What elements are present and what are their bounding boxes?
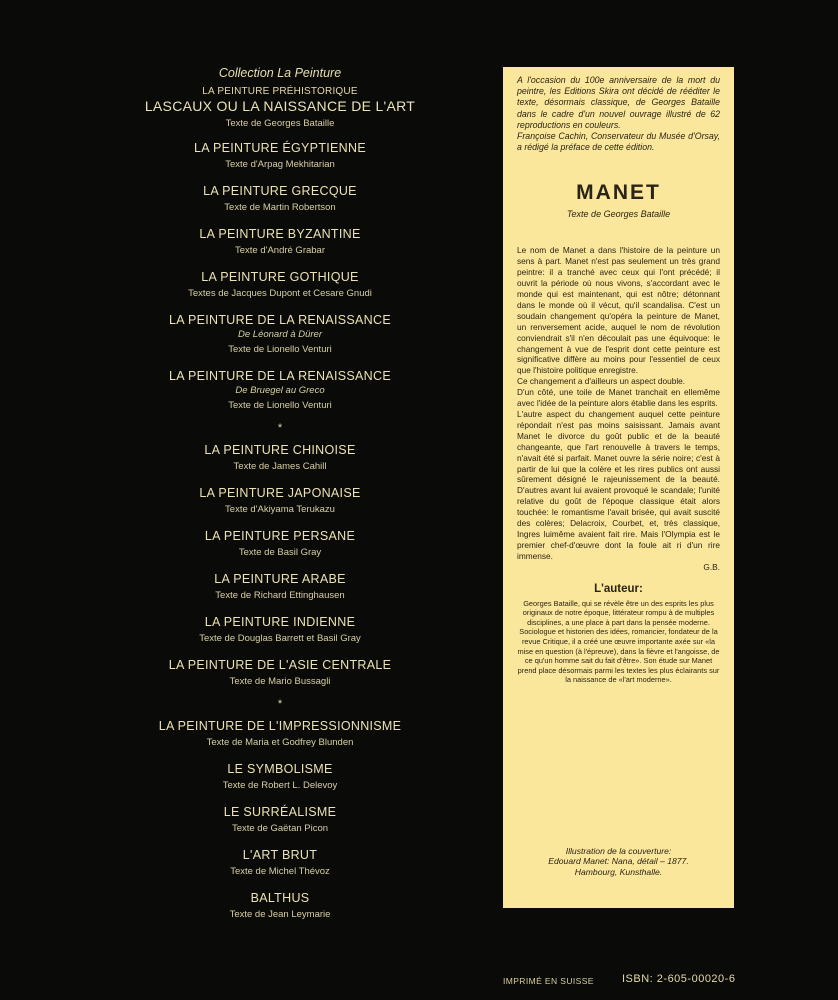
book-title: LASCAUX OU LA NAISSANCE DE L'ART [144, 98, 416, 114]
book-item [110, 485, 450, 516]
book-author: Texte de Michel Thévoz [230, 866, 330, 877]
caption-line: Illustration de la couverture: [565, 845, 672, 856]
book-author: Texte d'Akiyama Terukazu [225, 504, 335, 515]
manet-info-panel [503, 67, 734, 908]
book-item [110, 847, 450, 878]
author-heading: L'auteur: [594, 582, 643, 595]
book-item [110, 183, 450, 214]
book-title: BALTHUS [250, 891, 310, 905]
book-title: LA PEINTURE DE L'IMPRESSIONNISME [158, 719, 402, 733]
book-author: Textes de Jacques Dupont et Cesare Gnudi [188, 288, 372, 299]
book-title: LA PEINTURE PERSANE [204, 529, 356, 543]
book-title: LA PEINTURE GOTHIQUE [201, 270, 359, 284]
book-author: Texte de James Cahill [233, 461, 327, 472]
book-item [110, 269, 450, 300]
edition-intro [517, 75, 720, 153]
book-item [110, 571, 450, 602]
book-author: Texte de Georges Bataille [225, 118, 335, 129]
book-author: Texte de Martin Robertson [224, 202, 336, 213]
book-title: LE SYMBOLISME [227, 762, 333, 776]
book-author: Texte de Lionello Venturi [228, 400, 332, 411]
book-author: Texte d'André Grabar [235, 245, 325, 256]
isbn-label: ISBN: 2-605-00020-6 [622, 973, 736, 985]
book-item [110, 442, 450, 473]
book-subtitle: De Léonard à Dürer [238, 329, 322, 340]
caption-line: Edouard Manet: Nana, détail – 1877. [548, 856, 689, 867]
book-title: L'ART BRUT [242, 848, 318, 862]
intro-paragraph: Françoise Cachin, Conservateur du Musée d'Orsay, a rédigé la préface de cette édition. [517, 131, 720, 153]
book-item [110, 140, 450, 171]
book-item [110, 86, 450, 130]
book-title: LA PEINTURE ARABE [214, 572, 346, 586]
book-byline: Texte de Georges Bataille [566, 209, 671, 220]
book-description [517, 245, 720, 572]
book-author: Texte de Gaëtan Picon [231, 823, 329, 834]
section-separator: * [277, 422, 283, 434]
book-title: LA PEINTURE INDIENNE [204, 615, 356, 629]
book-author: Texte de Mario Bussagli [229, 676, 331, 687]
book-item [110, 890, 450, 921]
book-item [110, 312, 450, 356]
book-author: Texte de Basil Gray [238, 547, 322, 558]
description-paragraph: Ce changement a d'ailleurs un aspect double. [517, 376, 686, 387]
book-title: LE SURRÉALISME [223, 805, 337, 819]
book-author: Texte de Robert L. Delevoy [222, 780, 338, 791]
book-title: LA PEINTURE JAPONAISE [199, 486, 361, 500]
book-item [110, 368, 450, 412]
book-item [110, 761, 450, 792]
book-main-title: MANET [576, 181, 661, 205]
book-author: Texte de Jean Leymarie [229, 909, 331, 920]
book-title: LA PEINTURE GRECQUE [203, 184, 357, 198]
description-paragraph: Le nom de Manet a dans l'histoire de la peinture un sens à part. Manet n'est pas seulement un très grand peintre: il a tranché avec ceux qui l'ont précédé; il ouvrit la période où nous vivons, s'accordant avec le monde qui est maintenant, qui est nôtre; détonnant dans le monde où il vécut, qu'il scandalisa. C'est un soudain changement qu'opéra la peinture de Manet, un renversement acide, auquel le nom de révolution conviendrait s'il n'en découlait pas une équivoque: le changement à vue de l'esprit dont cette peinture est significative diffère au moins pour l'essentiel de ceux que l'histoire politique enregistre. [517, 245, 720, 376]
book-item [110, 804, 450, 835]
section-separator: * [277, 698, 283, 710]
book-item [110, 226, 450, 257]
book-author: Texte de Maria et Godfrey Blunden [206, 737, 354, 748]
collection-title: Collection La Peinture [218, 66, 342, 80]
cover-caption [503, 846, 734, 878]
book-title: LA PEINTURE DE LA RENAISSANCE [169, 369, 391, 383]
book-author: Texte de Richard Ettinghausen [215, 590, 345, 601]
book-author: Texte de Douglas Barrett et Basil Gray [199, 633, 361, 644]
book-item [110, 718, 450, 749]
intro-paragraph: A l'occasion du 100e anniversaire de la mort du peintre, les Editions Skira ont décidé de rééditer le texte, désormais classique, de Georges Bataille dans le cadre d'un nouvel ouvrage illustré de 62 reproductions en couleurs. [517, 75, 720, 130]
book-title: LA PEINTURE DE L'ASIE CENTRALE [168, 658, 392, 672]
book-list [110, 66, 450, 933]
book-author: Texte de Lionello Venturi [228, 344, 332, 355]
book-title: LA PEINTURE ÉGYPTIENNE [194, 141, 366, 155]
caption-line: Hambourg, Kunsthalle. [574, 867, 663, 878]
book-subtitle: De Bruegel au Greco [235, 385, 325, 396]
book-title: LA PEINTURE DE LA RENAISSANCE [169, 313, 391, 327]
description-paragraph: D'un côté, une toile de Manet tranchait en ellemême avec l'idée de la peinture alors établie dans les esprits. [517, 387, 720, 409]
book-item [110, 528, 450, 559]
author-initials: G.B. [703, 561, 720, 572]
book-pre-title: LA PEINTURE PRÉHISTORIQUE [202, 86, 358, 97]
book-author: Texte d'Arpag Mekhitarian [225, 159, 335, 170]
book-title: LA PEINTURE BYZANTINE [199, 227, 361, 241]
book-item [110, 614, 450, 645]
description-paragraph: L'autre aspect du changement auquel cette peinture répondait n'est pas moins saisissant. Jamais avant Manet le divorce du goût public et de la beauté changeante, que l'art renouvelle à travers le temps, n'avait été si parfait. Manet ouvre la série noire; c'est à partir de lui que la colère et les rires publics ont aussi sûrement désigné le rajeunissement de la beauté. D'autres avant lui avaient provoqué le scandale; l'unité relative du goût de l'époque classique était alors touchée: le romantisme l'avait brisée, qui avait suscité des colères; Delacroix, Courbet, et, très classique, Ingres luimême avaient fait rire. Mais l'Olympia est le premier chef-d'œuvre dont la foule ait ri d'un rire immense. [517, 409, 720, 561]
author-bio: Georges Bataille, qui se révèle être un des esprits les plus originaux de notre époque, littérateur rompu à de multiples disciplines, a une place à part dans la pensée moderne. Sociologue et historien des idées, romancier, fondateur de la revue Critique, il a créé une œuvre importante axée sur «la mise en question (à l'épreuve), dans la fièvre et l'angoisse, de ce qu'un homme sait du fait d'être». Son étude sur Manet prend place désormais parmi les textes les plus éclairants sur la naissance de «l'art moderne». [517, 598, 720, 685]
book-item [110, 657, 450, 688]
printed-in-label: IMPRIMÉ EN SUISSE [503, 976, 594, 986]
book-title: LA PEINTURE CHINOISE [204, 443, 356, 457]
